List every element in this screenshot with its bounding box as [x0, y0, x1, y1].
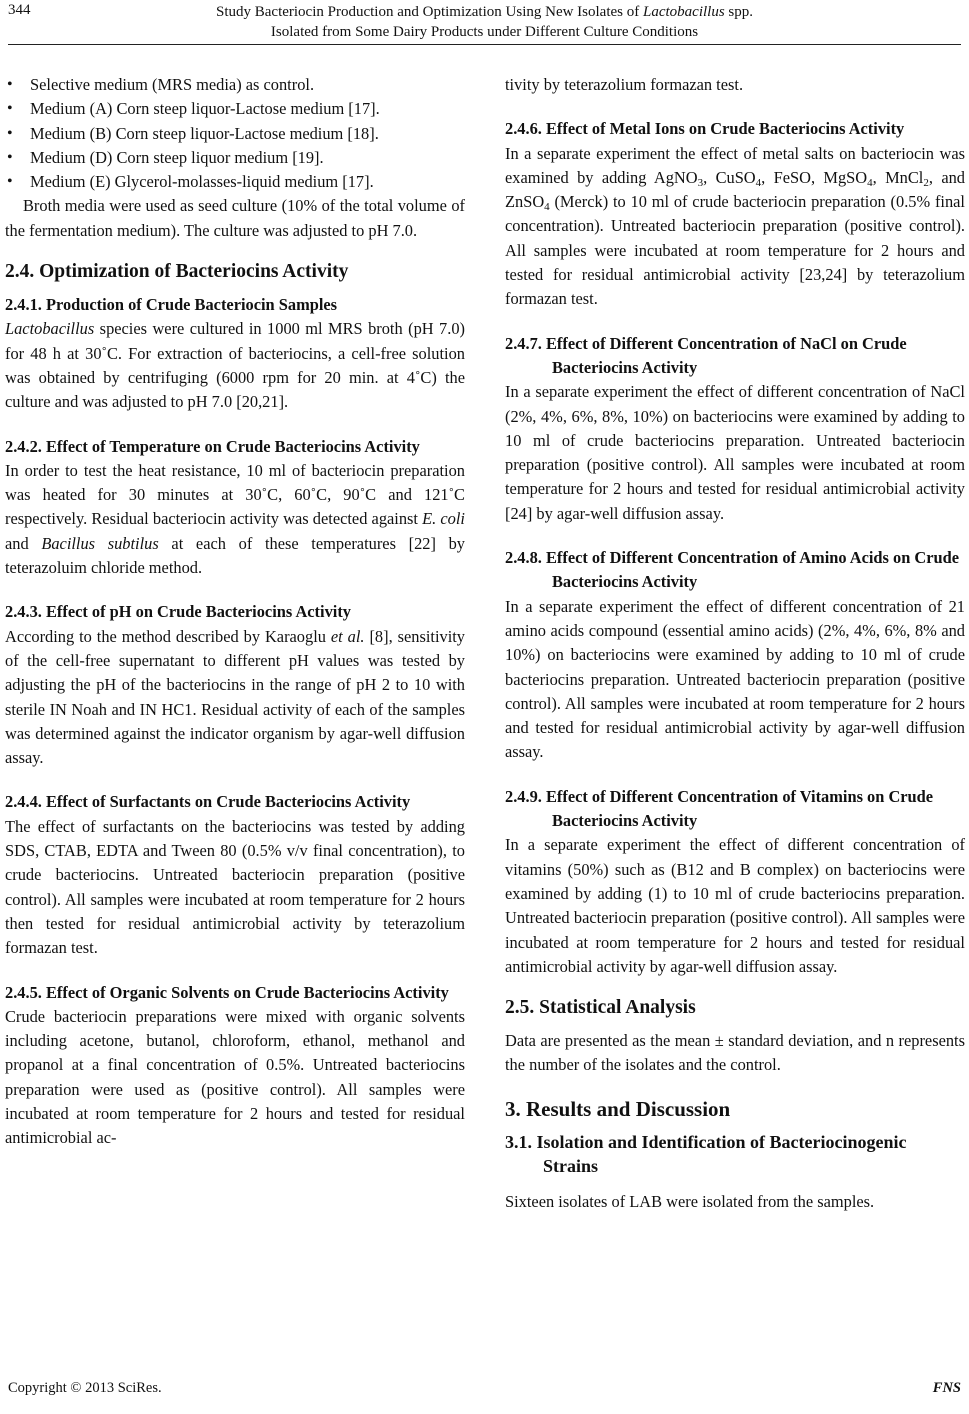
- text-span: , FeSO, MgSO: [761, 167, 868, 187]
- copyright-notice: Copyright © 2013 SciRes.: [8, 1380, 162, 1396]
- text-span: , and ZnSO: [505, 167, 965, 212]
- header-title-italic: Lactobacillus: [643, 4, 725, 20]
- text-span: In order to test the heat resistance, 10 ml of bacteriocin preparation was heated for 30 minutes at 30˚C, 60˚C, 90˚C and 121˚C respectively. Residual bacteriocin activity was detected against: [5, 460, 465, 529]
- left-column: [5, 73, 465, 1151]
- subsection-heading-2-4-8: 2.4.8. Effect of Different Concentration of Amino Acids on Crude Bacteriocins Activity: [505, 548, 960, 592]
- paragraph-3-1: Sixteen isolates of LAB were isolated from the samples.: [505, 1192, 875, 1212]
- subsection-heading-2-4-7: 2.4.7. Effect of Different Concentration of NaCl on Crude Bacteriocins Activity: [505, 333, 907, 377]
- paragraph-2-4-4: The effect of surfactants on the bacteriocins was tested by adding SDS, CTAB, EDTA and Tween 80 (0.5% v/v final concentration), to crude bacteriocins. Untreated bacteriocin preparation (positive control). All samples were incubated at room temperature for 2 hours then tested for residual antimicrobial activity by teterazolium formazan test.: [5, 816, 465, 958]
- section-heading-3: 3. Results and Discussion: [505, 1096, 731, 1121]
- paragraph-broth: Broth media were used as seed culture (10% of the total volume of the fermentation medium). The culture was adjusted to pH 7.0.: [5, 196, 465, 240]
- subscript: 4: [755, 176, 762, 189]
- paragraph-2-4-7: In a separate experiment the effect of different concentration of NaCl (2%, 4%, 6%, 8%, 10%) on bacteriocins were examined by adding to 10 ml of crude bacteriocins preparation. Untreated bacteriocin preparation (positive control). All samples were incubated at room temperature for 2 hours and tested for residual antimicrobial activity [24] by agar-well diffusion assay.: [505, 382, 965, 523]
- italic-ecoli: E. coli: [422, 509, 465, 529]
- subsection-heading-2-4-6: 2.4.6. Effect of Metal Ions on Crude Bacteriocins Activity: [505, 119, 905, 139]
- text-span: (Merck) to 10 ml of crude bacteriocin preparation (0.5% final concentration). Untreated bacteriocin preparation (positive control). All samples were incubated at room temperature for 2 hours and tested for residual antimicrobial activity [23,24] by teterazolium formazan test.: [505, 192, 965, 309]
- subscript: 3: [697, 176, 704, 189]
- section-heading-2-4: 2.4. Optimization of Bacteriocins Activity: [5, 261, 349, 283]
- italic-lactobacillus: Lactobacillus: [5, 319, 95, 339]
- header-rule: [8, 44, 961, 45]
- header-title-line2: Isolated from Some Dairy Products under Different Culture Conditions: [270, 24, 699, 40]
- paragraph-2-5: Data are presented as the mean ± standard deviation, and n represents the number of the isolates and the control.: [505, 1031, 965, 1075]
- text-span: In a separate experiment the effect of metal salts on bacteriocin was examined by adding AgNO: [505, 143, 965, 187]
- page-number: 344: [8, 2, 31, 18]
- text-span: species were cultured in 1000 ml MRS broth (pH 7.0) for 48 h at 30˚C. For extraction of bacteriocins, a cell-free solution was obtained by centrifuging (6000 rpm for 20 min. at 4˚C) the culture and was adjusted to pH 7.0 [20,21].: [5, 319, 465, 412]
- text-span: [8], sensitivity of the cell-free supernatant to different pH values was tested by adjusting the pH of the bacteriocins in the range of pH 2 to 10 with sterile IN Noah and IN HC1. Residual activity of each of the samples was determined against the indicator organism by agar-well diffusion assay.: [5, 626, 465, 768]
- section-heading-2-5: 2.5. Statistical Analysis: [505, 997, 696, 1019]
- right-column: [505, 73, 965, 1215]
- italic-et-al: et al.: [330, 626, 365, 646]
- subsection-heading-2-4-1: 2.4.1. Production of Crude Bacteriocin Samples: [5, 295, 338, 315]
- subscript: 4: [544, 201, 550, 214]
- list-item: • Medium (E) Glycerol-molasses-liquid medium [17].: [5, 170, 465, 194]
- media-list: [5, 73, 465, 194]
- paragraph-continued: tivity by teterazolium formazan test.: [505, 75, 744, 94]
- list-item: • Selective medium (MRS media) as control.: [5, 73, 465, 97]
- running-header: [0, 2, 969, 42]
- header-title-part1: Study Bacteriocin Production and Optimization Using New Isolates of: [215, 4, 643, 20]
- paragraph-2-4-2: [5, 459, 465, 580]
- subsection-heading-2-4-2: 2.4.2. Effect of Temperature on Crude Bacteriocins Activity: [5, 436, 420, 456]
- paragraph-2-4-8: In a separate experiment the effect of different concentration of 21 amino acids compound (essential amino acids) (2%, 4%, 6%, 8% and 10%) on bacteriocins were examined by adding to 10 ml of crude bacteriocins preparation. Untreated bacteriocin preparation (positive control). All samples were incubated at room temperature for 2 hours and tested for residual antimicrobial activity by agar-well diffusion assay.: [505, 596, 965, 762]
- paragraph-2-4-3: [5, 625, 465, 771]
- subsection-heading-2-4-5: 2.4.5. Effect of Organic Solvents on Crude Bacteriocins Activity: [5, 982, 449, 1002]
- paragraph-2-4-6: [505, 142, 965, 312]
- subsection-heading-3-1: 3.1. Isolation and Identification of Bacteriocinogenic Strains: [505, 1131, 907, 1176]
- header-title-end: spp.: [724, 4, 754, 20]
- text-span: , MnCl: [872, 167, 924, 187]
- list-item: • Medium (D) Corn steep liquor medium [19].: [5, 146, 465, 170]
- italic-bacillus: Bacillus subtilus: [41, 533, 159, 553]
- paragraph-2-4-9: In a separate experiment the effect of different concentration of vitamins (50%) such as (B12 and B complex) on bacteriocins were examined by adding (1) to 10 ml of crude bacteriocins preparation. Untreated bacteriocin preparation (positive control). All samples were incubated at room temperature for 2 hours and tested for residual antimicrobial activity by agar-well diffusion assay.: [505, 835, 965, 976]
- subscript: 4: [867, 176, 873, 189]
- journal-abbrev: FNS: [932, 1380, 961, 1396]
- paragraph-2-4-1: [5, 317, 465, 414]
- list-item: • Medium (A) Corn steep liquor-Lactose medium [17].: [5, 97, 465, 121]
- paragraph-2-4-5: Crude bacteriocin preparations were mixed with organic solvents including acetone, butanol, chloroform, ethanol, methanol and propanol at a final concentration of 0.5%. Untreated bacteriocins preparation were used as (positive control). All samples were incubated at room temperature for 2 hours and tested for residual antimicrobial ac-: [5, 1006, 465, 1148]
- subsection-heading-2-4-9: 2.4.9. Effect of Different Concentration of Vitamins on Crude Bacteriocins Activity: [505, 786, 934, 831]
- list-item: • Medium (B) Corn steep liquor-Lactose medium [18].: [5, 122, 465, 146]
- text-span: , CuSO: [703, 167, 756, 187]
- subsection-heading-2-4-4: 2.4.4. Effect of Surfactants on Crude Bacteriocins Activity: [5, 792, 411, 812]
- text-span: and: [5, 533, 42, 553]
- text-span: at each of these temperatures [22] by teterazoluim chloride method.: [5, 533, 465, 578]
- subscript: 2: [923, 176, 929, 189]
- subsection-heading-2-4-3: 2.4.3. Effect of pH on Crude Bacteriocins Activity: [5, 602, 351, 622]
- text-span: According to the method described by Karaoglu: [5, 626, 331, 646]
